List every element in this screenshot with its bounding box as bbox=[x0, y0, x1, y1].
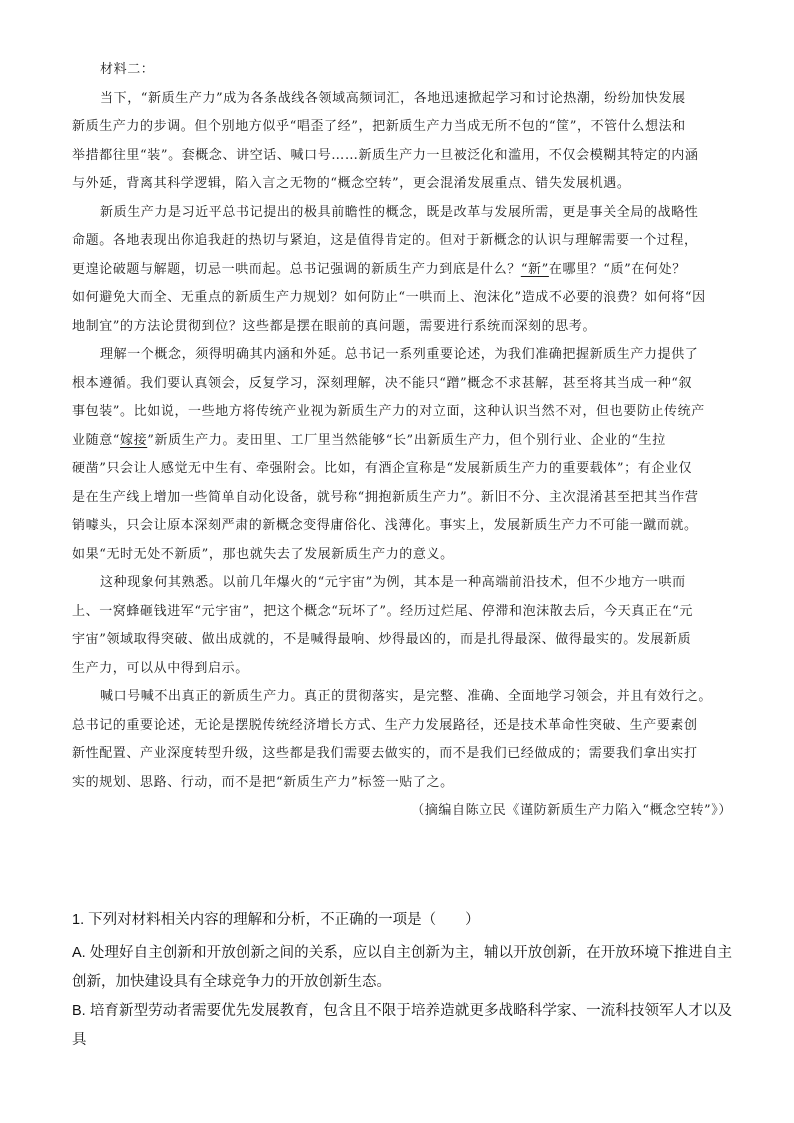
text-line: 理解一个概念，须得明确其内涵和外延。总书记一系列重要论述，为我们准确把握新质生产力提供了 bbox=[100, 347, 699, 362]
text-line: 举措都往里“装”。套概念、讲空话、喊口号……新质生产力一旦被泛化和滥用，不仅会模糊其特定的内涵 bbox=[72, 147, 699, 163]
text-line: 新质生产力的步调。但个别地方似乎“唱歪了经”，把新质生产力当成无所不包的“筐”，不管什么想法和 bbox=[72, 119, 686, 134]
text-line: 总书记的重要论述，无论是摆脱传统经济增长方式、生产力发展路径，还是技术革命性突破、生产要素创 bbox=[72, 717, 698, 733]
material-label: 材料二： bbox=[100, 62, 155, 77]
text-line: 销噱头，只会让原本深刻严肃的新概念变得庸俗化、浅薄化。事实上，发展新质生产力不可能一蹴而就。 bbox=[72, 518, 698, 533]
option-a[interactable]: A. 处理好自主创新和开放创新之间的关系，应以自主创新为主，辅以开放创新，在开放环境下推进自主创新，加快建设具有全球竞争力的开放创新生态。 bbox=[72, 945, 732, 990]
text-line: 如果“无时无处不新质”，那也就失去了发展新质生产力的意义。 bbox=[72, 546, 454, 562]
text-line: 地制宜”的方法论贯彻到位？这些都是摆在眼前的真问题，需要进行系统而深刻的思考。 bbox=[72, 318, 597, 334]
text-line: 硬凿”只会让人感觉无中生有、牵强附会。比如，有酒企宣称是“发展新质生产力的重要载体”；有企业仅 bbox=[72, 461, 693, 476]
underlined-term: 嫁接 bbox=[120, 432, 148, 448]
text-line: 喊口号喊不出真正的新质生产力。真正的贯彻落实，是完整、准确、全面地学习领会，并且有效行之。 bbox=[100, 689, 713, 704]
text-line: 新质生产力是习近平总书记提出的极具前瞻性的概念，既是改革与发展所需，更是事关全局的战略性 bbox=[100, 204, 699, 220]
text-line-underlined-xin: 更遑论破题与解题，切忌一哄而起。总书记强调的新质生产力到底是什么？“新”在哪里？“质”在何处？ bbox=[72, 261, 686, 277]
text-line: 当下，“新质生产力”成为各条战线各领域高频词汇，各地迅速掀起学习和讨论热潮，纷纷加快发展 bbox=[100, 90, 686, 106]
paragraph-2 bbox=[72, 199, 732, 342]
text-line: 生产力，可以从中得到启示。 bbox=[72, 660, 249, 676]
paragraph-5 bbox=[72, 683, 732, 797]
paragraph-4 bbox=[72, 569, 732, 683]
text-line: 这种现象何其熟悉。以前几年爆火的“元宇宙”为例，其本是一种高端前沿技术，但不少地方一哄而 bbox=[100, 575, 686, 590]
material-two-section bbox=[72, 56, 732, 826]
paragraph-3 bbox=[72, 341, 732, 569]
option-b[interactable]: B. 培育新型劳动者需要优先发展教育，包含且不限于培养造就更多战略科学家、一流科技领军人才以及具 bbox=[72, 1003, 732, 1048]
text-line: 上、一窝蜂砸钱进军“元宇宙”，把这个概念“玩坏了”。经历过烂尾、停滞和泡沫散去后，今天真正在“元 bbox=[72, 603, 694, 619]
paragraph-1 bbox=[72, 85, 732, 199]
question-1 bbox=[72, 906, 732, 1055]
text-line: 命题。各地表现出你追我赶的热切与紧迫，这是值得肯定的。但对于新概念的认识与理解需要一个过程， bbox=[72, 233, 698, 248]
text-line: 根本遵循。我们要认真领会，反复学习，深刻理解，决不能只“蹭”概念不求甚解，甚至将其当成一种“叙 bbox=[72, 375, 693, 391]
text-line: 实的规划、思路、行动，而不是把“新质生产力”标签一贴了之。 bbox=[72, 774, 454, 790]
text-line: 如何避免大而全、无重点的新质生产力规划？如何防止“一哄而上、泡沫化”造成不必要的浪费？如何将“因 bbox=[72, 290, 706, 305]
text-line: 与外延，背离其科学逻辑，陷入言之无物的“概念空转”，更会混淆发展重点、错失发展机遇。 bbox=[72, 176, 631, 191]
text-line: 是在生产线上增加一些简单自动化设备，就号称“拥抱新质生产力”。新旧不分、主次混淆甚至把其当作营 bbox=[72, 489, 699, 505]
text-line: 事包装”。比如说，一些地方将传统产业视为新质生产力的对立面，这种认识当然不对，但也要防止传统产 bbox=[72, 404, 705, 419]
text-line: 宇宙”领域取得突破、做出成就的，不是喊得最响、炒得最凶的，而是扎得最深、做得最实的。发展新质 bbox=[72, 632, 692, 647]
underlined-term: “新” bbox=[520, 261, 549, 277]
question-stem: 1. 下列对材料相关内容的理解和分析，不正确的一项是（ ） bbox=[72, 912, 480, 928]
text-line: 新性配置、产业深度转型升级，这些都是我们需要去做实的，而不是我们已经做成的；需要我们拿出实打 bbox=[72, 746, 698, 761]
source-citation: （摘编自陈立民《谨防新质生产力陷入“概念空转”》） bbox=[411, 803, 732, 818]
text-line-underlined-jiajie: 业随意“嫁接”新质生产力。麦田里、工厂里当然能够“长”出新质生产力，但个别行业、企业的“生拉 bbox=[72, 432, 666, 448]
